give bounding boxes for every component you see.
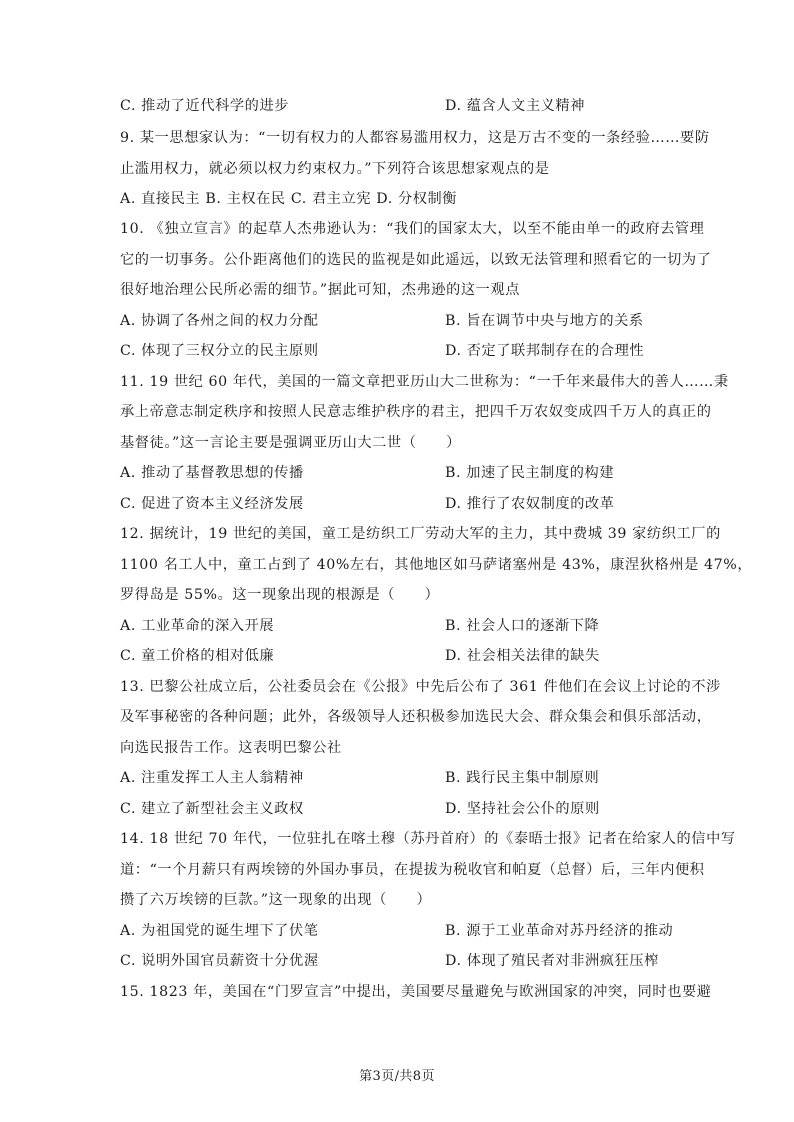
q10-options-row-2 (120, 341, 680, 361)
q14-option-c: C. 说明外国官员薪资十分优渥 (120, 953, 319, 969)
q11-option-b: B. 加速了民主制度的构建 (445, 465, 615, 481)
q11-option-c: C. 促进了资本主义经济发展 (120, 496, 304, 512)
q10-option-c: C. 体现了三权分立的民主原则 (120, 343, 319, 359)
q12-options-row-1 (120, 616, 680, 636)
q13-option-b: B. 践行民主集中制原则 (445, 770, 600, 786)
q13-stem-line-1: 13. 巴黎公社成立后，公社委员会在《公报》中先后公布了 361 件他们在会议上讨论的不涉 (120, 679, 721, 695)
q12-stem-line-1: 12. 据统计，19 世纪的美国，童工是纺织工厂劳动大军的主力，其中费城 39 家纺织工厂的 (120, 526, 721, 542)
q10-options-row-1 (120, 311, 680, 331)
q14-stem-line-3: 攒了六万埃镑的巨款。”这一现象的出现（ ） (120, 892, 432, 908)
q13-stem-line-2: 及军事秘密的各种问题；此外，各级领导人还积极参加选民大会、群众集会和俱乐部活动， (120, 709, 712, 725)
q14-options-row-1 (120, 921, 680, 941)
q12-options-row-2 (120, 646, 680, 666)
q10-option-d: D. 否定了联邦制存在的合理性 (445, 343, 645, 359)
q11-options-row-2 (120, 494, 680, 514)
q11-stem-line-3: 基督徒。”这一言论主要是强调亚历山大二世（ ） (120, 435, 461, 451)
page-number: 第3页/共8页 (359, 1069, 435, 1084)
q14-stem-line-2: 道：“一个月薪只有两埃镑的外国办事员，在提拔为税收官和帕夏（总督）后，三年内便积 (120, 862, 705, 878)
q13-stem-line-3: 向选民报告工作。这表明巴黎公社 (120, 740, 342, 756)
q11-stem-line-2: 承上帝意志制定秩序和按照人民意志维护秩序的君主，把四千万农奴变成四千万人的真正的 (120, 404, 712, 420)
q10-option-b: B. 旨在调节中央与地方的关系 (445, 313, 644, 329)
q10-stem-line-1: 10. 《独立宣言》的起草人杰弗逊认为：“我们的国家太大，以至不能由单一的政府去管理 (120, 221, 705, 237)
q15-stem-line-1: 15. 1823 年，美国在“门罗宣言”中提出，美国要尽量避免与欧洲国家的冲突，同时也要避 (120, 984, 712, 1000)
q12-stem-line-3: 罗得岛是 55%。这一现象出现的根源是（ ） (120, 587, 440, 603)
q10-stem-line-3: 很好地治理公民所必需的细节。”据此可知，杰弗逊的这一观点 (120, 282, 521, 298)
q11-option-a: A. 推动了基督教思想的传播 (120, 465, 304, 481)
q13-option-d: D. 坚持社会公仆的原则 (445, 801, 600, 817)
q13-options-row-2 (120, 799, 680, 819)
q9-options: A. 直接民主 B. 主权在民 C. 君主立宪 D. 分权制衡 (120, 191, 458, 207)
q11-option-d: D. 推行了农奴制度的改革 (445, 496, 615, 512)
q10-option-a: A. 协调了各州之间的权力分配 (120, 313, 319, 329)
q12-option-b: B. 社会人口的逐渐下降 (445, 618, 600, 634)
q11-stem-line-1: 11. 19 世纪 60 年代，美国的一篇文章把亚历山大二世称为：“一千年来最伟大的善人……秉 (120, 374, 729, 390)
q12-option-c: C. 童工价格的相对低廉 (120, 648, 275, 664)
q9-stem-line-2: 止滥用权力，就必须以权力约束权力。”下列符合该思想家观点的是 (120, 161, 550, 177)
q11-options-row-1 (120, 463, 680, 483)
q14-option-b: B. 源于工业革命对苏丹经济的推动 (445, 923, 674, 939)
q14-option-d: D. 体现了殖民者对非洲疯狂压榨 (445, 953, 659, 969)
q14-option-a: A. 为祖国党的诞生埋下了伏笔 (120, 923, 319, 939)
q10-stem-line-2: 它的一切事务。公仆距离他们的选民的监视是如此遥远，以致无法管理和照看它的一切为了 (120, 252, 712, 268)
q13-option-c: C. 建立了新型社会主义政权 (120, 801, 304, 817)
q8-option-d: D. 蕴含人文主义精神 (445, 98, 585, 114)
q14-options-row-2 (120, 951, 680, 971)
q13-option-a: A. 注重发挥工人主人翁精神 (120, 770, 304, 786)
q14-stem-line-1: 14. 18 世纪 70 年代，一位驻扎在喀土穆（苏丹首府）的《泰晤士报》记者在给家人的信中写 (120, 831, 736, 847)
q12-option-a: A. 工业革命的深入开展 (120, 618, 275, 634)
q8-options-row-2 (120, 96, 680, 116)
q12-stem-line-2: 1100 名工人中，童工占到了 40%左右，其他地区如马萨诸塞州是 43%，康涅狄格州是 47%， (120, 557, 753, 573)
q9-stem-line-1: 9. 某一思想家认为：“一切有权力的人都容易滥用权力，这是万古不变的一条经验……要防 (120, 130, 710, 146)
q8-option-c: C. 推动了近代科学的进步 (120, 98, 290, 114)
q13-options-row-1 (120, 768, 680, 788)
q12-option-d: D. 社会相关法律的缺失 (445, 648, 600, 664)
